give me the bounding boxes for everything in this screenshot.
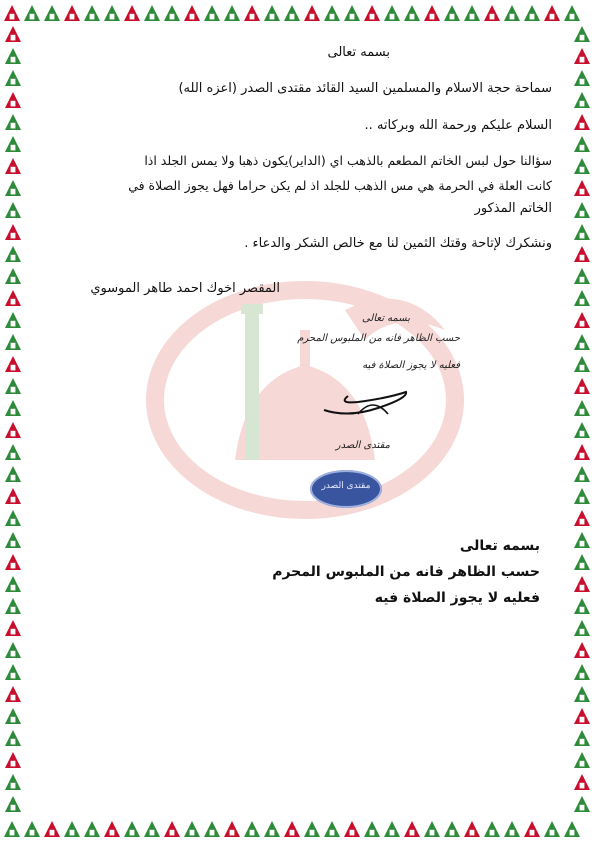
border-motif-door bbox=[290, 830, 295, 836]
border-motif-door bbox=[580, 189, 585, 195]
border-motif-door bbox=[470, 14, 475, 20]
border-motif-door bbox=[580, 695, 585, 701]
letter-thanks: ونشكرك لإتاحة وقتك الثمين لنا مع خالص الشكر والدعاء . bbox=[244, 236, 552, 251]
border-motif-door bbox=[11, 497, 16, 503]
border-motif-door bbox=[11, 629, 16, 635]
border-motif-door bbox=[11, 519, 16, 525]
border-motif-door bbox=[11, 607, 16, 613]
border-motif-door bbox=[580, 629, 585, 635]
border-motif-door bbox=[580, 233, 585, 239]
transcription-line3: فعليه لا يجوز الصلاة فيه bbox=[374, 590, 540, 606]
border-motif-door bbox=[11, 541, 16, 547]
border-motif-door bbox=[70, 830, 75, 836]
border-motif-door bbox=[580, 431, 585, 437]
border-motif-door bbox=[410, 14, 415, 20]
border-motif-door bbox=[580, 123, 585, 129]
border-motif-door bbox=[580, 167, 585, 173]
border-motif-door bbox=[310, 14, 315, 20]
border-motif-door bbox=[11, 57, 16, 63]
border-motif-door bbox=[11, 695, 16, 701]
border-motif-door bbox=[580, 673, 585, 679]
border-motif-door bbox=[580, 365, 585, 371]
border-motif-door bbox=[580, 497, 585, 503]
border-motif-door bbox=[370, 14, 375, 20]
border-motif-door bbox=[550, 14, 555, 20]
letter-question-line2: كانت العلة في الحرمة هي مس الذهب للجلد اذ لم يكن حراما فهل يجوز الصلاة في bbox=[128, 178, 552, 193]
border-motif-door bbox=[580, 805, 585, 811]
letter-question-line3: الخاتم المذكور bbox=[474, 201, 552, 216]
border-motif-door bbox=[580, 79, 585, 85]
transcription-line1: بسمه تعالى bbox=[459, 538, 540, 554]
border-motif-door bbox=[580, 563, 585, 569]
letter-basmala: بسمه تعالى bbox=[327, 45, 390, 60]
letter-recipient: سماحة حجة الاسلام والمسلمين السيد القائد مقتدى الصدر (اعزه الله) bbox=[178, 81, 552, 96]
border-motif-door bbox=[580, 299, 585, 305]
decorative-border-top bbox=[0, 0, 595, 26]
border-motif-door bbox=[580, 783, 585, 789]
border-motif-door bbox=[150, 14, 155, 20]
border-motif-door bbox=[11, 211, 16, 217]
border-motif-door bbox=[190, 14, 195, 20]
border-motif-door bbox=[11, 35, 16, 41]
border-motif-door bbox=[210, 830, 215, 836]
border-motif-door bbox=[390, 14, 395, 20]
border-motif-door bbox=[230, 830, 235, 836]
border-motif-door bbox=[250, 830, 255, 836]
border-motif-door bbox=[50, 830, 55, 836]
border-motif-door bbox=[11, 761, 16, 767]
mosque-watermark-logo bbox=[145, 270, 465, 520]
decorative-border-left bbox=[0, 0, 26, 842]
border-motif-door bbox=[11, 739, 16, 745]
border-motif-door bbox=[330, 14, 335, 20]
border-motif-door bbox=[580, 255, 585, 261]
border-motif-door bbox=[11, 145, 16, 151]
border-motif-door bbox=[270, 14, 275, 20]
border-motif-door bbox=[580, 453, 585, 459]
handwritten-signature bbox=[318, 388, 416, 422]
border-motif-door bbox=[580, 145, 585, 151]
border-motif-door bbox=[11, 475, 16, 481]
border-motif-door bbox=[330, 830, 335, 836]
border-motif-door bbox=[510, 830, 515, 836]
border-motif-door bbox=[110, 14, 115, 20]
border-motif-door bbox=[580, 211, 585, 217]
decorative-border-bottom bbox=[0, 816, 595, 842]
border-motif-door bbox=[130, 830, 135, 836]
decorative-border-right bbox=[569, 0, 595, 842]
border-motif-door bbox=[11, 409, 16, 415]
border-motif-door bbox=[50, 14, 55, 20]
border-motif-door bbox=[230, 14, 235, 20]
border-motif-door bbox=[30, 14, 35, 20]
border-motif-door bbox=[11, 79, 16, 85]
border-motif-door bbox=[11, 673, 16, 679]
border-motif-door bbox=[11, 585, 16, 591]
border-motif-door bbox=[580, 343, 585, 349]
border-motif-door bbox=[11, 651, 16, 657]
border-motif-door bbox=[250, 14, 255, 20]
border-motif-door bbox=[430, 14, 435, 20]
border-motif-door bbox=[11, 717, 16, 723]
border-motif-door bbox=[190, 830, 195, 836]
border-motif-door bbox=[11, 563, 16, 569]
border-motif-door bbox=[580, 651, 585, 657]
border-motif-door bbox=[11, 167, 16, 173]
border-motif-door bbox=[11, 233, 16, 239]
border-motif-door bbox=[11, 255, 16, 261]
border-motif-door bbox=[130, 14, 135, 20]
border-motif-door bbox=[580, 101, 585, 107]
transcription-line2: حسب الظاهر فانه من الملبوس المحرم bbox=[272, 564, 540, 580]
border-motif-door bbox=[370, 830, 375, 836]
official-seal bbox=[310, 470, 382, 508]
border-motif-door bbox=[530, 14, 535, 20]
border-motif-door bbox=[11, 101, 16, 107]
border-motif-door bbox=[110, 830, 115, 836]
border-motif-door bbox=[11, 431, 16, 437]
border-motif-door bbox=[90, 14, 95, 20]
border-motif-door bbox=[11, 299, 16, 305]
border-motif-door bbox=[580, 387, 585, 393]
border-motif-door bbox=[580, 35, 585, 41]
border-motif-door bbox=[580, 607, 585, 613]
border-motif-door bbox=[580, 409, 585, 415]
border-motif-door bbox=[580, 57, 585, 63]
border-motif-door bbox=[580, 739, 585, 745]
letter-sender: المقصر اخوك احمد طاهر الموسوي bbox=[90, 281, 280, 296]
border-motif-door bbox=[270, 830, 275, 836]
border-motif-door bbox=[11, 277, 16, 283]
border-motif-door bbox=[170, 830, 175, 836]
border-motif-door bbox=[490, 14, 495, 20]
border-motif-door bbox=[70, 14, 75, 20]
border-motif-door bbox=[11, 365, 16, 371]
border-motif-door bbox=[350, 830, 355, 836]
border-motif-door bbox=[580, 519, 585, 525]
border-motif-door bbox=[11, 783, 16, 789]
border-motif-door bbox=[90, 830, 95, 836]
signature-name: مقتدى الصدر bbox=[335, 440, 390, 451]
border-motif-door bbox=[430, 830, 435, 836]
border-motif-door bbox=[450, 830, 455, 836]
border-motif-door bbox=[530, 830, 535, 836]
border-motif-door bbox=[290, 14, 295, 20]
handwritten-basmala: بسمه تعالى bbox=[361, 313, 410, 324]
border-motif-door bbox=[450, 14, 455, 20]
border-motif-door bbox=[410, 830, 415, 836]
border-motif-door bbox=[150, 830, 155, 836]
border-motif-door bbox=[30, 830, 35, 836]
letter-question-line1: سؤالنا حول لبس الخاتم المطعم بالذهب اي (الداير)يكون ذهبا ولا يمس الجلد اذا bbox=[144, 153, 552, 168]
border-motif-door bbox=[580, 277, 585, 283]
border-motif-door bbox=[580, 585, 585, 591]
border-motif-door bbox=[580, 475, 585, 481]
border-motif-door bbox=[550, 830, 555, 836]
border-motif-door bbox=[11, 189, 16, 195]
border-motif-door bbox=[11, 123, 16, 129]
border-motif-door bbox=[170, 14, 175, 20]
border-motif-door bbox=[580, 541, 585, 547]
border-motif-door bbox=[580, 717, 585, 723]
border-motif-door bbox=[580, 321, 585, 327]
border-motif-door bbox=[11, 805, 16, 811]
border-motif-door bbox=[310, 830, 315, 836]
border-motif-door bbox=[11, 343, 16, 349]
border-motif-door bbox=[390, 830, 395, 836]
border-motif-door bbox=[11, 321, 16, 327]
letter-greeting: السلام عليكم ورحمة الله وبركاته .. bbox=[364, 118, 552, 133]
border-motif-door bbox=[350, 14, 355, 20]
handwritten-line2: حسب الظاهر فانه من الملبوس المحرم bbox=[297, 333, 460, 344]
seal-text: مقتدى الصدر bbox=[321, 481, 371, 491]
border-motif-door bbox=[470, 830, 475, 836]
border-motif-door bbox=[210, 14, 215, 20]
border-motif-door bbox=[11, 453, 16, 459]
handwritten-line3: فعليه لا يجوز الصلاة فيه bbox=[362, 360, 460, 371]
border-motif-door bbox=[580, 761, 585, 767]
border-motif-door bbox=[490, 830, 495, 836]
border-motif-door bbox=[510, 14, 515, 20]
border-motif-door bbox=[11, 387, 16, 393]
